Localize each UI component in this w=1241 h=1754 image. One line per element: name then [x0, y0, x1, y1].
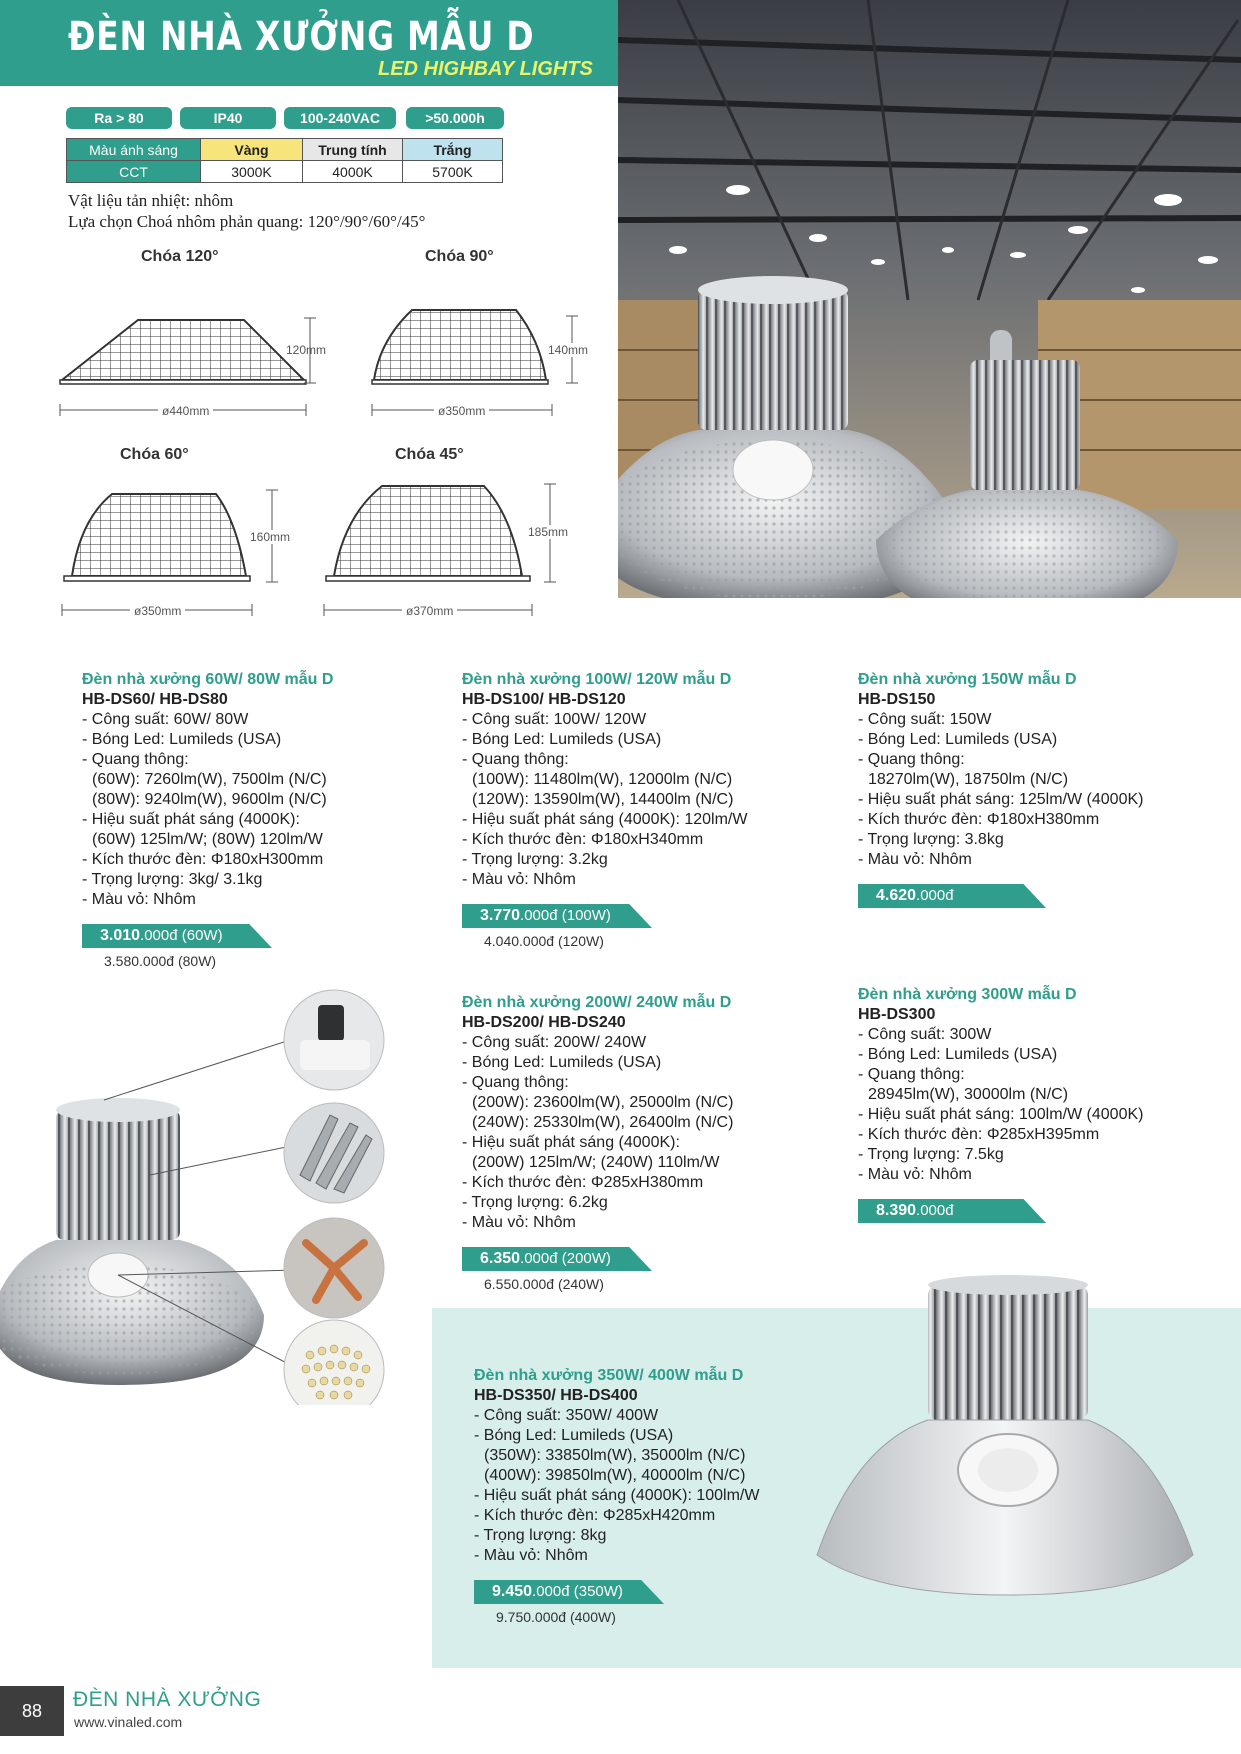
product-name: Đèn nhà xưởng 100W/ 120W mẫu D: [462, 671, 732, 688]
price-tag: [462, 1247, 842, 1271]
price-suffix: .000đ (350W): [532, 1583, 623, 1600]
product-name: Đèn nhà xưởng 60W/ 80W mẫu D: [82, 671, 334, 688]
price-suffix: .000đ (60W): [140, 927, 223, 944]
spec-line: (350W): 33850lm(W), 35000lm (N/C): [484, 1447, 746, 1464]
spec-line: - Màu vỏ: Nhôm: [462, 1214, 576, 1231]
spec-line: - Hiệu suất phát sáng: 100lm/W (4000K): [858, 1106, 1144, 1123]
price-tag: [462, 904, 842, 928]
reflector-60-diameter: ø350mm: [130, 604, 185, 618]
spec-line: - Công suất: 100W/ 120W: [462, 711, 647, 728]
reflector-90-diagram: [372, 310, 578, 416]
reflector-45-diagram: [324, 484, 556, 616]
cct-header-cct: CCT: [67, 161, 201, 183]
spec-line: (80W): 9240lm(W), 9600lm (N/C): [92, 791, 327, 808]
spec-line: (200W) 125lm/W; (240W) 110lm/W: [472, 1154, 720, 1171]
reflector-60-height: 160mm: [250, 530, 291, 544]
price-tag: [474, 1580, 834, 1604]
cct-col-warm: Vàng: [201, 139, 303, 161]
product-name: Đèn nhà xưởng 300W mẫu D: [858, 986, 1077, 1003]
spec-line: - Màu vỏ: Nhôm: [462, 871, 576, 888]
product-code: HB-DS60/ HB-DS80: [82, 691, 228, 708]
page-subtitle: LED HIGHBAY LIGHTS: [378, 58, 593, 80]
cct-col-white: Trắng: [403, 139, 503, 161]
reflector-120-title: Chóa 120°: [141, 248, 219, 265]
spec-line: - Hiệu suất phát sáng (4000K): 120lm/W: [462, 811, 748, 828]
product-ds200-240: [462, 993, 842, 1294]
spec-line: - Màu vỏ: Nhôm: [474, 1547, 588, 1564]
spec-pill-lifetime: >50.000h: [406, 107, 504, 129]
lamp-detail-image: [0, 985, 400, 1405]
product-ds150: [858, 670, 1228, 908]
spec-line: (200W): 23600lm(W), 25000lm (N/C): [472, 1094, 734, 1111]
reflector-90-height: 140mm: [548, 343, 589, 357]
page-number: 88: [0, 1686, 64, 1736]
price-suffix: .000đ: [916, 1202, 954, 1219]
spec-line: - Kích thước đèn: Φ180xH380mm: [858, 811, 1100, 828]
spec-line: - Kích thước đèn: Φ180xH340mm: [462, 831, 704, 848]
product-ds100-120: [462, 670, 842, 951]
spec-line: - Bóng Led: Lumileds (USA): [858, 731, 1058, 748]
spec-line: - Quang thông:: [462, 1074, 569, 1091]
page-title: ĐÈN NHÀ XƯỞNG MẪU D: [68, 14, 535, 60]
spec-line: - Kích thước đèn: Φ285xH395mm: [858, 1126, 1100, 1143]
spec-line: - Trọng lượng: 3kg/ 3.1kg: [82, 871, 263, 888]
spec-line: - Công suất: 200W/ 240W: [462, 1034, 647, 1051]
material-heatsink: Vật liệu tản nhiệt: nhôm: [68, 191, 234, 210]
reflector-60-diagram: [62, 490, 278, 616]
spec-line: (400W): 39850lm(W), 40000lm (N/C): [484, 1467, 746, 1484]
price-suffix: .000đ: [916, 887, 954, 904]
spec-line: - Quang thông:: [858, 751, 965, 768]
detail-circle-pcb: [284, 1218, 384, 1318]
spec-line: (240W): 25330lm(W), 26400lm (N/C): [472, 1114, 734, 1131]
price-tag: [858, 884, 1228, 908]
spec-line: 28945lm(W), 30000lm (N/C): [868, 1086, 1069, 1103]
spec-line: - Công suất: 60W/ 80W: [82, 711, 249, 728]
spec-line: (60W): 7260lm(W), 7500lm (N/C): [92, 771, 327, 788]
reflector-60-title: Chóa 60°: [120, 446, 189, 463]
price-main: 3.770: [480, 907, 521, 924]
price-suffix: .000đ (200W): [520, 1250, 611, 1267]
spec-line: - Quang thông:: [462, 751, 569, 768]
price-tag: [82, 924, 442, 948]
material-reflector-options: Lựa chọn Choá nhôm phản quang: 120°/90°/60°/45°: [68, 212, 426, 231]
product-code: HB-DS100/ HB-DS120: [462, 691, 626, 708]
spec-line: - Kích thước đèn: Φ285xH420mm: [474, 1507, 716, 1524]
price-main: 3.010: [100, 927, 141, 944]
spec-line: - Hiệu suất phát sáng (4000K): 100lm/W: [474, 1487, 760, 1504]
spec-line: - Màu vỏ: Nhôm: [858, 851, 972, 868]
price-tag: [858, 1199, 1228, 1223]
spec-line: 18270lm(W), 18750lm (N/C): [868, 771, 1069, 788]
spec-line: - Trọng lượng: 3.2kg: [462, 851, 608, 868]
spec-line: - Màu vỏ: Nhôm: [858, 1166, 972, 1183]
product-name: Đèn nhà xưởng 200W/ 240W mẫu D: [462, 994, 732, 1011]
spec-line: (60W) 125lm/W; (80W) 120lm/W: [92, 831, 323, 848]
spec-pill-ra: Ra > 80: [66, 107, 172, 129]
price-secondary: 6.550.000đ (240W): [484, 1276, 604, 1292]
spec-line: - Trọng lượng: 6.2kg: [462, 1194, 608, 1211]
reflector-90-title: Chóa 90°: [425, 248, 494, 265]
warehouse-photo: [618, 0, 1241, 598]
spec-line: - Trọng lượng: 8kg: [474, 1527, 607, 1544]
spec-line: - Kích thước đèn: Φ180xH300mm: [82, 851, 324, 868]
spec-line: - Bóng Led: Lumileds (USA): [462, 731, 662, 748]
detail-circle-housing: [284, 990, 384, 1090]
price-main: 6.350: [480, 1250, 521, 1267]
price-secondary: 9.750.000đ (400W): [496, 1609, 616, 1625]
detail-circle-heatsink: [284, 1103, 384, 1203]
reflector-90-diameter: ø350mm: [434, 404, 489, 418]
spec-line: - Công suất: 300W: [858, 1026, 992, 1043]
spec-line: (100W): 11480lm(W), 12000lm (N/C): [472, 771, 733, 788]
spec-line: - Màu vỏ: Nhôm: [82, 891, 196, 908]
reflector-120-height: 120mm: [286, 343, 327, 357]
spec-pill-voltage: 100-240VAC: [284, 107, 396, 129]
cct-value-neutral: 4000K: [303, 161, 403, 183]
highbay-lamp-400w-image: [815, 1275, 1205, 1605]
reflector-120-diameter: ø440mm: [158, 404, 213, 418]
product-ds300: [858, 985, 1228, 1223]
product-ds60-80: [82, 670, 442, 971]
reflector-45-title: Chóa 45°: [395, 446, 464, 463]
spec-line: - Quang thông:: [82, 751, 189, 768]
spec-line: - Hiệu suất phát sáng (4000K):: [462, 1134, 680, 1151]
product-ds350-400: [474, 1366, 834, 1627]
spec-line: - Kích thước đèn: Φ285xH380mm: [462, 1174, 704, 1191]
price-main: 9.450: [492, 1583, 533, 1600]
footer-title: ĐÈN NHÀ XƯỞNG: [73, 1688, 262, 1711]
spec-line: - Trọng lượng: 7.5kg: [858, 1146, 1004, 1163]
product-code: HB-DS300: [858, 1006, 936, 1023]
highbay-lamp-illustration: [0, 1098, 264, 1385]
spec-line: - Bóng Led: Lumileds (USA): [858, 1046, 1058, 1063]
spec-line: - Bóng Led: Lumileds (USA): [82, 731, 282, 748]
detail-circle-leds: [284, 1320, 384, 1405]
price-secondary: 4.040.000đ (120W): [484, 933, 604, 949]
product-code: HB-DS150: [858, 691, 936, 708]
product-name: Đèn nhà xưởng 150W mẫu D: [858, 671, 1077, 688]
reflector-diagrams: [0, 0, 618, 630]
product-code: HB-DS200/ HB-DS240: [462, 1014, 626, 1031]
cct-col-neutral: Trung tính: [303, 139, 403, 161]
product-code: HB-DS350/ HB-DS400: [474, 1387, 638, 1404]
price-main: 4.620: [876, 887, 917, 904]
reflector-45-height: 185mm: [528, 525, 569, 539]
price-suffix: .000đ (100W): [520, 907, 611, 924]
product-name: Đèn nhà xưởng 350W/ 400W mẫu D: [474, 1367, 744, 1384]
price-secondary: 3.580.000đ (80W): [104, 953, 217, 969]
spec-line: (120W): 13590lm(W), 14400lm (N/C): [472, 791, 734, 808]
spec-line: - Quang thông:: [858, 1066, 965, 1083]
footer-url[interactable]: www.vinaled.com: [74, 1714, 183, 1730]
cct-header-color: Màu ánh sáng: [67, 139, 201, 161]
spec-line: - Công suất: 350W/ 400W: [474, 1407, 659, 1424]
spec-line: - Công suất: 150W: [858, 711, 992, 728]
cct-value-white: 5700K: [403, 161, 503, 183]
spec-line: - Hiệu suất phát sáng (4000K):: [82, 811, 300, 828]
cct-value-warm: 3000K: [201, 161, 303, 183]
spec-line: - Bóng Led: Lumileds (USA): [462, 1054, 662, 1071]
price-main: 8.390: [876, 1202, 917, 1219]
spec-line: - Hiệu suất phát sáng: 125lm/W (4000K): [858, 791, 1144, 808]
spec-line: - Bóng Led: Lumileds (USA): [474, 1427, 674, 1444]
spec-line: - Trọng lượng: 3.8kg: [858, 831, 1004, 848]
spec-pill-ip: IP40: [180, 107, 276, 129]
reflector-45-diameter: ø370mm: [402, 604, 457, 618]
reflector-120-diagram: [60, 318, 316, 416]
